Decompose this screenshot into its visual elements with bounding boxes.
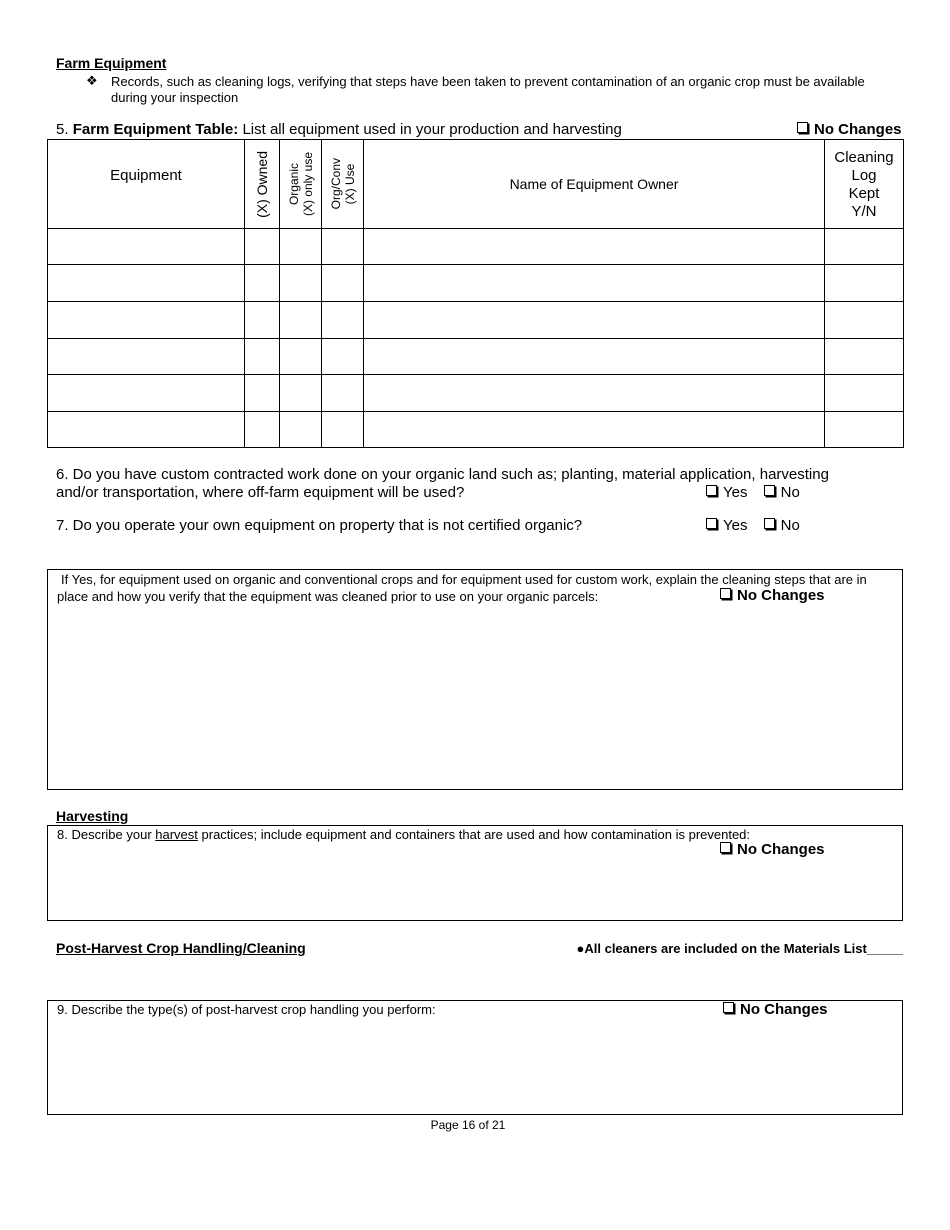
q6-text: 6. Do you have custom contracted work done on your organic land such as; planting, material application, harvesting and/or transportation, where off-farm equipment will be used? <box>56 466 829 501</box>
harvest-practices-box[interactable] <box>47 825 903 921</box>
checkbox-icon[interactable] <box>720 588 731 599</box>
q7-yes-no <box>706 517 800 534</box>
q6-yes-checkbox[interactable] <box>706 485 717 496</box>
q5-no-changes[interactable] <box>797 121 902 138</box>
equipment-table <box>47 139 904 448</box>
no-changes-label: No Changes <box>737 841 825 858</box>
cleaning-log-header: Cleaning Log Kept Y/N <box>825 140 904 229</box>
farm-equipment-heading: Farm Equipment <box>56 55 167 71</box>
q5-title: Farm Equipment Table: <box>72 121 239 138</box>
records-note: Records, such as cleaning logs, verifying that steps have been taken to prevent contamination of an organic crop must be available during your inspection <box>111 74 865 105</box>
q7-no-checkbox[interactable] <box>764 518 775 529</box>
no-changes-label: No Changes <box>740 1001 828 1018</box>
harvest-no-changes[interactable] <box>720 841 825 858</box>
q5-label <box>56 121 622 138</box>
checkbox-icon[interactable] <box>723 1002 734 1013</box>
owner-header: Name of Equipment Owner <box>364 140 825 229</box>
equipment-table-header-row <box>48 140 904 229</box>
yes-label: Yes <box>723 517 748 534</box>
no-label: No <box>780 484 800 501</box>
q5-text: List all equipment used in your production and harvesting <box>242 121 622 138</box>
org-conv-header: Org/Conv (X) Use <box>322 140 364 229</box>
harvesting-heading: Harvesting <box>56 808 129 824</box>
q9-text: 9. Describe the type(s) of post-harvest crop handling you perform: <box>57 1002 436 1017</box>
q7-text: 7. Do you operate your own equipment on property that is not certified organic? <box>56 517 583 534</box>
diamond-bullet-icon: ❖ <box>86 73 98 88</box>
no-label: No <box>780 517 800 534</box>
table-row <box>48 265 904 302</box>
post-harvest-no-changes[interactable] <box>723 1001 828 1018</box>
q5-number: 5. <box>56 121 69 138</box>
q6-no-checkbox[interactable] <box>764 485 775 496</box>
q8-text: 8. Describe your harvest practices; include equipment and containers that are used and how contamination is prevented: <box>57 827 751 842</box>
table-row <box>48 339 904 375</box>
yes-label: Yes <box>723 484 748 501</box>
no-changes-label: No Changes <box>814 121 902 138</box>
no-changes-label: No Changes <box>737 587 825 604</box>
organic-only-header: Organic (X) only use <box>280 140 322 229</box>
post-harvest-heading: Post-Harvest Crop Handling/Cleaning <box>56 940 306 956</box>
materials-list-note: ●All cleaners are included on the Materials List_____ <box>576 941 903 956</box>
checkbox-icon[interactable] <box>797 122 808 133</box>
post-harvest-box[interactable] <box>47 1000 903 1115</box>
q7-yes-checkbox[interactable] <box>706 518 717 529</box>
equipment-header: Equipment <box>48 140 245 229</box>
table-row <box>48 302 904 339</box>
cleaning-steps-prompt: If Yes, for equipment used on organic and conventional crops and for equipment used for custom work, explain the cleaning steps that are in place and how you verify that the equipment was cleaned prior to use on your organic parcels: <box>57 572 867 604</box>
cleaning-no-changes[interactable] <box>720 587 825 604</box>
table-row <box>48 375 904 412</box>
checkbox-icon[interactable] <box>720 842 731 853</box>
owned-header: (X) Owned <box>245 140 280 229</box>
table-row <box>48 229 904 265</box>
cleaning-steps-box[interactable] <box>47 569 903 790</box>
table-row <box>48 412 904 448</box>
page-number: Page 16 of 21 <box>430 1118 506 1132</box>
q6-yes-no <box>706 484 800 501</box>
harvest-term: harvest <box>155 827 198 842</box>
